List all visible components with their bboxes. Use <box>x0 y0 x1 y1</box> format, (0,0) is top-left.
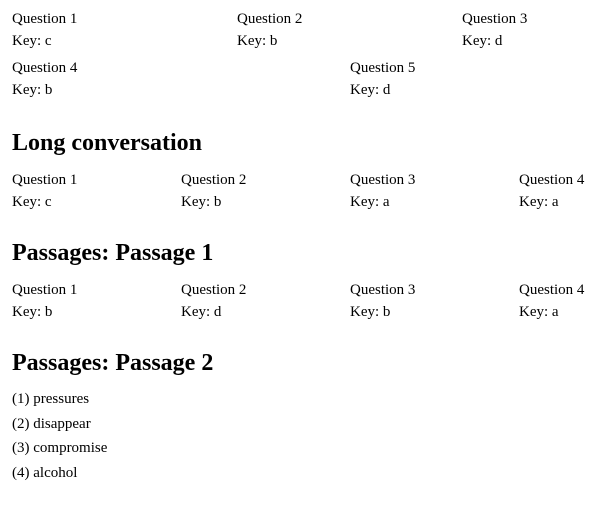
answer-key: Key: a <box>350 194 390 210</box>
answer-item <box>181 279 350 323</box>
passage-1-answers <box>12 279 600 323</box>
top-answers-row-2 <box>12 57 600 101</box>
answer-key: Key: b <box>181 194 222 210</box>
long-conversation-answers <box>12 169 600 213</box>
section-heading-long-conversation: Long conversation <box>12 130 203 156</box>
question-label: Question 3 <box>350 282 416 298</box>
answer-key-page <box>12 8 600 487</box>
answer-item <box>181 169 350 213</box>
section-heading-passage-1: Passages: Passage 1 <box>12 240 214 266</box>
answer-key: Key: b <box>350 304 391 320</box>
answer-item <box>12 169 181 213</box>
question-label: Question 2 <box>237 11 303 27</box>
answer-key: Key: c <box>12 194 52 210</box>
list-item: (4) alcohol <box>12 465 78 482</box>
answer-item <box>519 169 600 213</box>
answer-item <box>350 57 588 101</box>
answer-key: Key: b <box>12 82 53 98</box>
answer-key: Key: a <box>519 194 559 210</box>
question-label: Question 4 <box>519 282 585 298</box>
question-label: Question 4 <box>12 60 78 76</box>
answer-item <box>519 279 600 323</box>
question-label: Question 2 <box>181 282 247 298</box>
question-label: Question 5 <box>350 60 416 76</box>
answer-key: Key: d <box>462 33 503 49</box>
answer-item <box>237 8 462 52</box>
answer-item <box>462 8 588 52</box>
list-item: (3) compromise <box>12 440 108 457</box>
passage-2-answer-list <box>12 388 600 484</box>
answer-item <box>350 169 519 213</box>
question-label: Question 1 <box>12 172 78 188</box>
answer-key: Key: c <box>12 33 52 49</box>
answer-item <box>12 8 237 52</box>
question-label: Question 2 <box>181 172 247 188</box>
answer-key: Key: a <box>519 304 559 320</box>
answer-key: Key: d <box>350 82 391 98</box>
top-answers-row-1 <box>12 8 600 52</box>
answer-key: Key: d <box>181 304 222 320</box>
question-label: Question 3 <box>462 11 528 27</box>
question-label: Question 1 <box>12 282 78 298</box>
question-label: Question 4 <box>519 172 585 188</box>
list-item: (2) disappear <box>12 415 91 432</box>
answer-item <box>12 57 350 101</box>
answer-key: Key: b <box>12 304 53 320</box>
list-item: (1) pressures <box>12 391 90 407</box>
section-heading-passage-2: Passages: Passage 2 <box>12 350 214 376</box>
answer-item <box>12 279 181 323</box>
answer-key: Key: b <box>237 33 278 49</box>
question-label: Question 1 <box>12 11 78 27</box>
question-label: Question 3 <box>350 172 416 188</box>
answer-item <box>350 279 519 323</box>
